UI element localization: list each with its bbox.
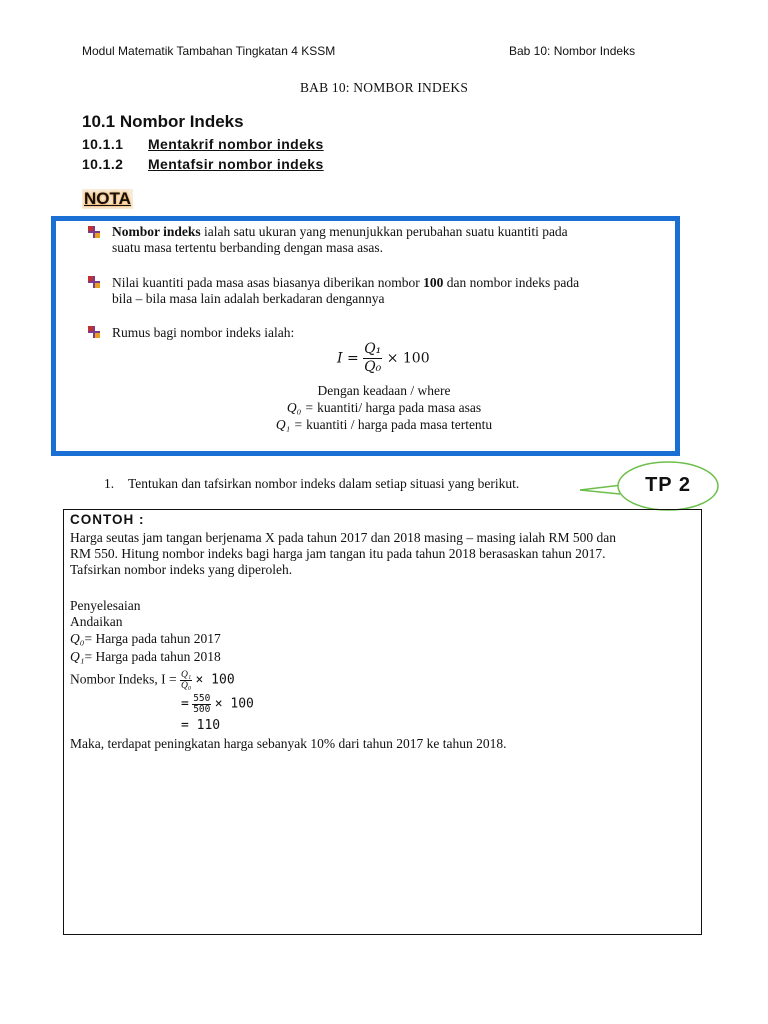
nota-text: ialah satu ukuran yang menunjukkan perubahan suatu kuantiti pada xyxy=(200,224,568,239)
nota-item-3: Rumus bagi nombor indeks ialah: xyxy=(112,325,295,340)
section-heading xyxy=(82,112,244,132)
nota-item-1 xyxy=(112,224,662,256)
working-equals: = xyxy=(181,696,189,712)
bullet-icon xyxy=(88,226,100,238)
q1-assumption xyxy=(70,649,221,665)
header-chapter: Bab 10: Nombor Indeks xyxy=(509,44,636,58)
working-times: × 100 xyxy=(195,672,235,688)
nota-text: Nilai kuantiti pada masa asas biasanya diberikan nombor xyxy=(112,275,424,290)
formula-rhs: × 100 xyxy=(386,350,430,367)
index-working-2 xyxy=(181,694,254,715)
nota-item-2 xyxy=(112,275,662,307)
contoh-problem xyxy=(70,530,700,578)
subsection-number: 10.1.1 xyxy=(82,136,124,152)
working-times: × 100 xyxy=(214,696,254,712)
formula-denominator: Q₀ xyxy=(364,359,382,375)
q1-symbol: Q₁ xyxy=(70,649,85,664)
working-numerator: Q₁ xyxy=(180,670,192,680)
q1-text: = Harga pada tahun 2018 xyxy=(84,649,221,664)
nota-text: bila – bila masa lain adalah berkadaran dengannya xyxy=(112,291,385,306)
bullet-icon xyxy=(88,276,100,288)
index-working-1 xyxy=(70,670,235,691)
q0-symbol: Q₀ xyxy=(70,631,85,646)
nota-label: NOTA xyxy=(84,189,131,208)
subsection-title: Mentafsir nombor indeks xyxy=(148,156,324,172)
question-number: 1. xyxy=(104,476,115,491)
problem-line: Harga seutas jam tangan berjenama X pada tahun 2017 dan 2018 masing – masing ialah RM 500 dan xyxy=(70,530,616,545)
q0-text: kuantiti/ harga pada masa asas xyxy=(313,400,482,415)
tp-badge: TP 2 xyxy=(645,474,691,496)
index-label: Nombor Indeks, I = xyxy=(70,671,177,687)
nota-term: Nombor indeks xyxy=(112,224,201,239)
index-formula xyxy=(337,341,430,376)
header-module-title: Modul Matematik Tambahan Tingkatan 4 KSSM xyxy=(82,44,336,58)
q1-definition xyxy=(0,417,768,433)
where-label: Dengan keadaan / where xyxy=(317,383,451,398)
problem-line: RM 550. Hitung nombor indeks bagi harga jam tangan itu pada tahun 2018 berasaskan tahun 2017. xyxy=(70,546,606,561)
solution-label: Penyelesaian xyxy=(70,598,141,613)
contoh-label: CONTOH : xyxy=(70,512,145,527)
question-text: Tentukan dan tafsirkan nombor indeks dalam setiap situasi yang berikut. xyxy=(128,476,520,491)
q1-symbol: Q₁ = xyxy=(275,417,303,432)
nota-text: dan nombor indeks pada xyxy=(443,275,580,290)
problem-line: Tafsirkan nombor indeks yang diperoleh. xyxy=(70,562,293,577)
working-denominator: Q₀ xyxy=(180,681,192,691)
index-result: = 110 xyxy=(181,718,221,733)
working-numerator: 550 xyxy=(193,693,211,704)
assume-label: Andaikan xyxy=(70,614,123,629)
formula-numerator: Q₁ xyxy=(364,341,382,357)
bullet-icon xyxy=(88,326,100,338)
subsection-number: 10.1.2 xyxy=(82,156,124,172)
working-denominator: 500 xyxy=(193,704,211,715)
section-title: Nombor Indeks xyxy=(119,112,244,131)
q0-assumption xyxy=(70,631,221,647)
subsection-2 xyxy=(82,156,324,172)
section-number: 10.1 xyxy=(82,112,116,131)
chapter-title: BAB 10: NOMBOR INDEKS xyxy=(299,80,469,95)
subsection-title: Mentakrif nombor indeks xyxy=(148,136,324,152)
nota-value: 100 xyxy=(423,275,444,290)
q1-text: kuantiti / harga pada masa tertentu xyxy=(302,417,493,432)
q0-symbol: Q₀ = xyxy=(286,400,314,415)
formula-lhs: I = xyxy=(337,350,359,367)
q0-definition xyxy=(0,400,768,416)
conclusion-text: Maka, terdapat peningkatan harga sebanyak 10% dari tahun 2017 ke tahun 2018. xyxy=(70,736,507,751)
nota-text: suatu masa tertentu berbanding dengan masa asas. xyxy=(112,240,384,255)
q0-text: = Harga pada tahun 2017 xyxy=(84,631,221,646)
subsection-1 xyxy=(82,136,324,152)
